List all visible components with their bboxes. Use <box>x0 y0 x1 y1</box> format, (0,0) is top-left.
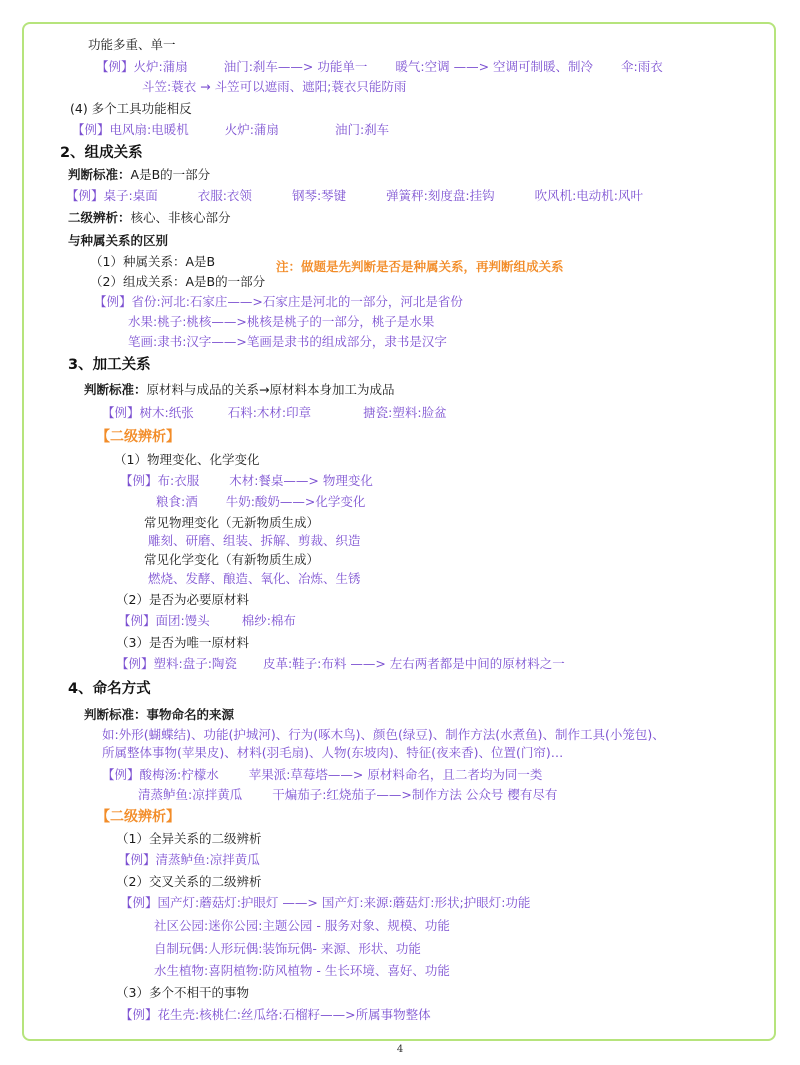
example-line: 【例】桌子:桌面 衣服:衣领 钢琴:琴键 弹簧秤:刻度盘:挂钩 吹风机:电动机:风叶 <box>66 188 644 203</box>
example-line: 斗笠:蓑衣 → 斗笠可以遮雨、遮阳;蓑衣只能防雨 <box>142 79 407 94</box>
list-item: （2）组成关系：A是B的一部分 <box>90 274 266 289</box>
list-item: （1）种属关系：A是B <box>90 254 216 269</box>
criterion-line: 判断标准：原材料与成品的关系→原材料本身加工为成品 <box>84 382 395 397</box>
example-line: 【例】电风扇:电暖机 火炉:蒲扇 油门:刹车 <box>72 122 390 137</box>
section-title: 2、组成关系 <box>60 145 143 161</box>
example-line: 水生植物:喜阴植物:防风植物 - 生长环境、喜好、功能 <box>154 963 450 978</box>
example-line: 【例】清蒸鲈鱼:凉拌黄瓜 <box>118 852 260 867</box>
section-title: 3、加工关系 <box>68 357 151 373</box>
example-line: 笔画:隶书:汉字——>笔画是隶书的组成部分，隶书是汉字 <box>128 334 447 349</box>
list-item: （3）是否为唯一原材料 <box>116 635 249 650</box>
example-line: 清蒸鲈鱼:凉拌黄瓜 干煸茄子:红烧茄子——>制作方法 公众号 樱有尽有 <box>138 787 558 802</box>
criterion-line: 判断标准：事物命名的来源 <box>84 707 235 722</box>
sub-heading: 与种属关系的区别 <box>68 233 169 248</box>
source-list-line: 所属整体事物(苹果皮)、材料(羽毛扇)、人物(东坡肉)、特征(夜来香)、位置(门帘)… <box>102 745 564 760</box>
example-line: 【例】花生壳:核桃仁:丝瓜络:石榴籽——>所属事物整体 <box>120 1007 431 1022</box>
list-item: （1）全异关系的二级辨析 <box>116 831 262 846</box>
example-line: 社区公园:迷你公园:主题公园 - 服务对象、规模、功能 <box>154 918 450 933</box>
list-item: （2）是否为必要原材料 <box>116 592 249 607</box>
page-number: 4 <box>396 1044 404 1055</box>
heading-function-multiple: 功能多重、单一 <box>88 37 176 52</box>
secondary-analysis-line: 二级辨析：核心、非核心部分 <box>68 210 231 225</box>
example-line: 【例】国产灯:蘑菇灯:护眼灯 ——> 国产灯:来源:蘑菇灯:形状;护眼灯:功能 <box>120 895 531 910</box>
example-line: 【例】火炉:蒲扇 油门:刹车——> 功能单一 暖气:空调 ——> 空调可制暖、制冷 伞:雨衣 <box>96 59 663 74</box>
criterion-line: 判断标准：A是B的一部分 <box>68 167 211 182</box>
section-title: 4、命名方式 <box>68 681 151 697</box>
list-item: 常见化学变化（有新物质生成） <box>144 552 320 567</box>
example-line: 雕刻、研磨、组装、拆解、剪裁、织造 <box>148 533 361 548</box>
list-item: （3）多个不相干的事物 <box>116 985 249 1000</box>
example-line: 粮食:酒 牛奶:酸奶——>化学变化 <box>156 494 366 509</box>
example-line: 水果:桃子:桃核——>桃核是桃子的一部分，桃子是水果 <box>128 314 435 329</box>
example-line: 【例】酸梅汤:柠檬水 苹果派:草莓塔——> 原材料命名，且二者均为同一类 <box>102 767 543 782</box>
list-item: （1）物理变化、化学变化 <box>114 452 260 467</box>
note-text: 注：做题是先判断是否是种属关系，再判断组成关系 <box>276 259 564 274</box>
example-line: 燃烧、发酵、酿造、氧化、冶炼、生锈 <box>148 571 361 586</box>
sub-heading: (4) 多个工具功能相反 <box>70 101 192 116</box>
example-line: 【例】省份:河北:石家庄——>石家庄是河北的一部分，河北是省份 <box>94 294 463 309</box>
list-item: 常见物理变化（无新物质生成） <box>144 515 320 530</box>
list-item: （2）交叉关系的二级辨析 <box>116 874 262 889</box>
example-line: 【例】树木:纸张 石料:木材:印章 搪瓷:塑料:脸盆 <box>102 405 447 420</box>
example-line: 自制玩偶:人形玩偶:装饰玩偶- 来源、形状、功能 <box>154 941 421 956</box>
secondary-analysis-heading: 【二级辨析】 <box>96 429 180 445</box>
secondary-analysis-heading: 【二级辨析】 <box>96 809 180 825</box>
example-line: 【例】布:衣服 木材:餐桌——> 物理变化 <box>120 473 373 488</box>
source-list-line: 如:外形(蝴蝶结)、功能(护城河)、行为(啄木鸟)、颜色(绿豆)、制作方法(水煮鱼)、制作工具(小笼包)、 <box>102 727 665 742</box>
example-line: 【例】面团:馒头 棉纱:棉布 <box>118 613 296 628</box>
example-line: 【例】塑料:盘子:陶瓷 皮革:鞋子:布料 ——> 左右两者都是中间的原材料之一 <box>116 656 565 671</box>
